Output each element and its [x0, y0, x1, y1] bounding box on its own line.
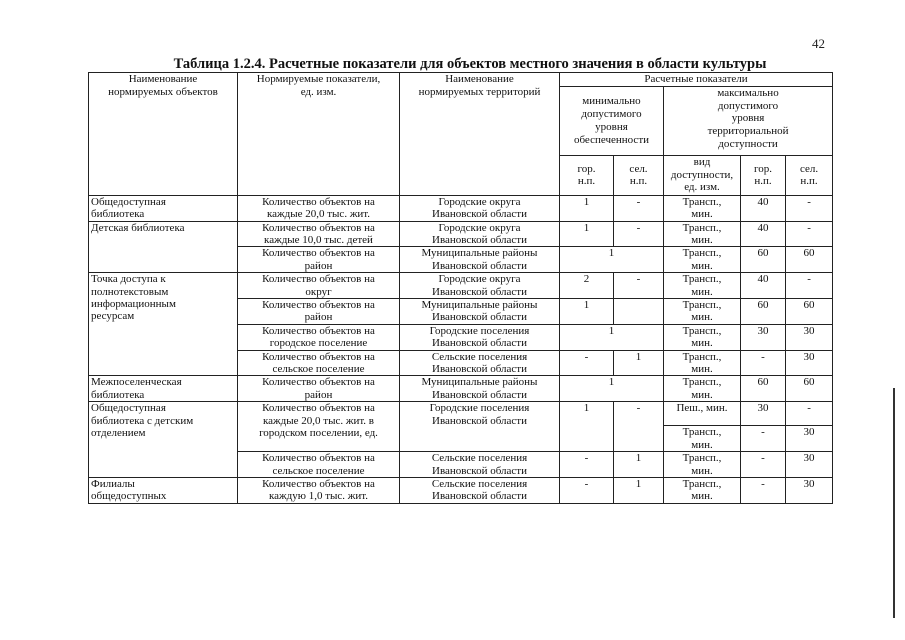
max-gor-cell: - [741, 452, 786, 478]
min-merged-cell: 1 [560, 247, 664, 273]
max-sel-cell: 60 [786, 299, 833, 325]
min-sel-cell: 1 [614, 477, 664, 503]
min-gor-cell: 1 [560, 299, 614, 325]
max-sel-cell: - [786, 273, 833, 299]
max-gor-cell: 40 [741, 195, 786, 221]
territory-cell: Городские поселения Ивановской области [400, 402, 560, 452]
header-norm: Нормируемые показатели, ед. изм. [238, 73, 400, 196]
vid-cell: Трансп., мин. [664, 247, 741, 273]
vid-cell: Трансп., мин. [664, 273, 741, 299]
object-cell: Детская библиотека [89, 221, 238, 273]
norm-cell: Количество объектов на каждые 20,0 тыс. жит. в городском поселении, ед. [238, 402, 400, 452]
table-row [89, 195, 833, 221]
max-gor-cell: 60 [741, 299, 786, 325]
min-gor-cell: - [560, 452, 614, 478]
header-calc: Расчетные показатели [560, 73, 833, 87]
territory-cell: Муниципальные районы Ивановской области [400, 376, 560, 402]
vid-cell: Трансп., мин. [664, 221, 741, 247]
min-gor-cell: - [560, 350, 614, 376]
vid-cell: Трансп., мин. [664, 477, 741, 503]
header-row-1 [89, 73, 833, 87]
object-cell: Общедоступная библиотека с детским отделением [89, 402, 238, 478]
max-sel-cell: - [786, 195, 833, 221]
vid-cell: Трансп., мин. [664, 426, 741, 452]
min-sel-cell: - [614, 273, 664, 299]
table-title: Таблица 1.2.4. Расчетные показатели для объектов местного значения в области культуры [173, 56, 767, 72]
min-gor-cell: - [560, 477, 614, 503]
norm-cell: Количество объектов на сельское поселение [238, 350, 400, 376]
territory-cell: Муниципальные районы Ивановской области [400, 299, 560, 325]
object-cell: Межпоселенческая библиотека [89, 376, 238, 402]
max-sel-cell: - [786, 221, 833, 247]
max-sel-cell: 60 [786, 376, 833, 402]
min-sel-cell: - [614, 195, 664, 221]
territory-cell: Муниципальные районы Ивановской области [400, 247, 560, 273]
norm-cell: Количество объектов на район [238, 247, 400, 273]
object-cell: Точка доступа к полнотекстовым информационным ресурсам [89, 273, 238, 376]
header-max-group: максимально допустимого уровня территориальной доступности [664, 86, 833, 155]
max-sel-cell: - [786, 402, 833, 426]
territory-cell: Городские округа Ивановской области [400, 195, 560, 221]
max-sel-cell: 30 [786, 426, 833, 452]
vid-cell: Пеш., мин. [664, 402, 741, 426]
norm-cell: Количество объектов на сельское поселение [238, 452, 400, 478]
header-max-sel: сел. н.п. [786, 155, 833, 195]
max-gor-cell: 40 [741, 273, 786, 299]
max-gor-cell: - [741, 350, 786, 376]
norm-cell: Количество объектов на каждые 20,0 тыс. жит. [238, 195, 400, 221]
table-row [89, 376, 833, 402]
vid-cell: Трансп., мин. [664, 195, 741, 221]
header-max-gor: гор. н.п. [741, 155, 786, 195]
min-sel-cell: 1 [614, 452, 664, 478]
table-row [89, 402, 833, 426]
header-object: Наименование нормируемых объектов [89, 73, 238, 196]
norm-cell: Количество объектов на район [238, 376, 400, 402]
max-sel-cell: 30 [786, 477, 833, 503]
norm-cell: Количество объектов на каждые 10,0 тыс. детей [238, 221, 400, 247]
object-cell: Филиалы общедоступных [89, 477, 238, 503]
object-cell: Общедоступная библиотека [89, 195, 238, 221]
max-sel-cell: 30 [786, 452, 833, 478]
max-gor-cell: 60 [741, 376, 786, 402]
norm-cell: Количество объектов на район [238, 299, 400, 325]
max-sel-cell: 30 [786, 324, 833, 350]
max-gor-cell: 30 [741, 324, 786, 350]
min-gor-cell: 1 [560, 195, 614, 221]
table-row [89, 477, 833, 503]
max-gor-cell: - [741, 426, 786, 452]
min-merged-cell: 1 [560, 376, 664, 402]
page-number: 42 [812, 36, 825, 51]
max-gor-cell: 40 [741, 221, 786, 247]
max-sel-cell: 30 [786, 350, 833, 376]
vid-cell: Трансп., мин. [664, 350, 741, 376]
culture-indicators-table [88, 72, 833, 504]
norm-cell: Количество объектов на округ [238, 273, 400, 299]
scan-edge-line [893, 388, 895, 618]
territory-cell: Городские поселения Ивановской области [400, 324, 560, 350]
min-sel-cell: - [614, 402, 664, 452]
min-merged-cell: 1 [560, 324, 664, 350]
table-row [89, 273, 833, 299]
min-sel-cell [614, 299, 664, 325]
min-gor-cell: 2 [560, 273, 614, 299]
max-gor-cell: 30 [741, 402, 786, 426]
territory-cell: Сельские поселения Ивановской области [400, 350, 560, 376]
norm-cell: Количество объектов на городское поселение [238, 324, 400, 350]
min-sel-cell: - [614, 221, 664, 247]
vid-cell: Трансп., мин. [664, 299, 741, 325]
max-sel-cell: 60 [786, 247, 833, 273]
vid-cell: Трансп., мин. [664, 376, 741, 402]
norm-cell: Количество объектов на каждую 1,0 тыс. жит. [238, 477, 400, 503]
max-gor-cell: - [741, 477, 786, 503]
territory-cell: Сельские поселения Ивановской области [400, 477, 560, 503]
territory-cell: Городские округа Ивановской области [400, 221, 560, 247]
vid-cell: Трансп., мин. [664, 324, 741, 350]
header-min-sel: сел. н.п. [614, 155, 664, 195]
territory-cell: Городские округа Ивановской области [400, 273, 560, 299]
max-gor-cell: 60 [741, 247, 786, 273]
header-vid: вид доступности, ед. изм. [664, 155, 741, 195]
header-min-gor: гор. н.п. [560, 155, 614, 195]
min-gor-cell: 1 [560, 402, 614, 452]
min-gor-cell: 1 [560, 221, 614, 247]
vid-cell: Трансп., мин. [664, 452, 741, 478]
header-territory: Наименование нормируемых территорий [400, 73, 560, 196]
table-row [89, 221, 833, 247]
header-min-group: минимально допустимого уровня обеспеченности [560, 86, 664, 155]
territory-cell: Сельские поселения Ивановской области [400, 452, 560, 478]
min-sel-cell: 1 [614, 350, 664, 376]
